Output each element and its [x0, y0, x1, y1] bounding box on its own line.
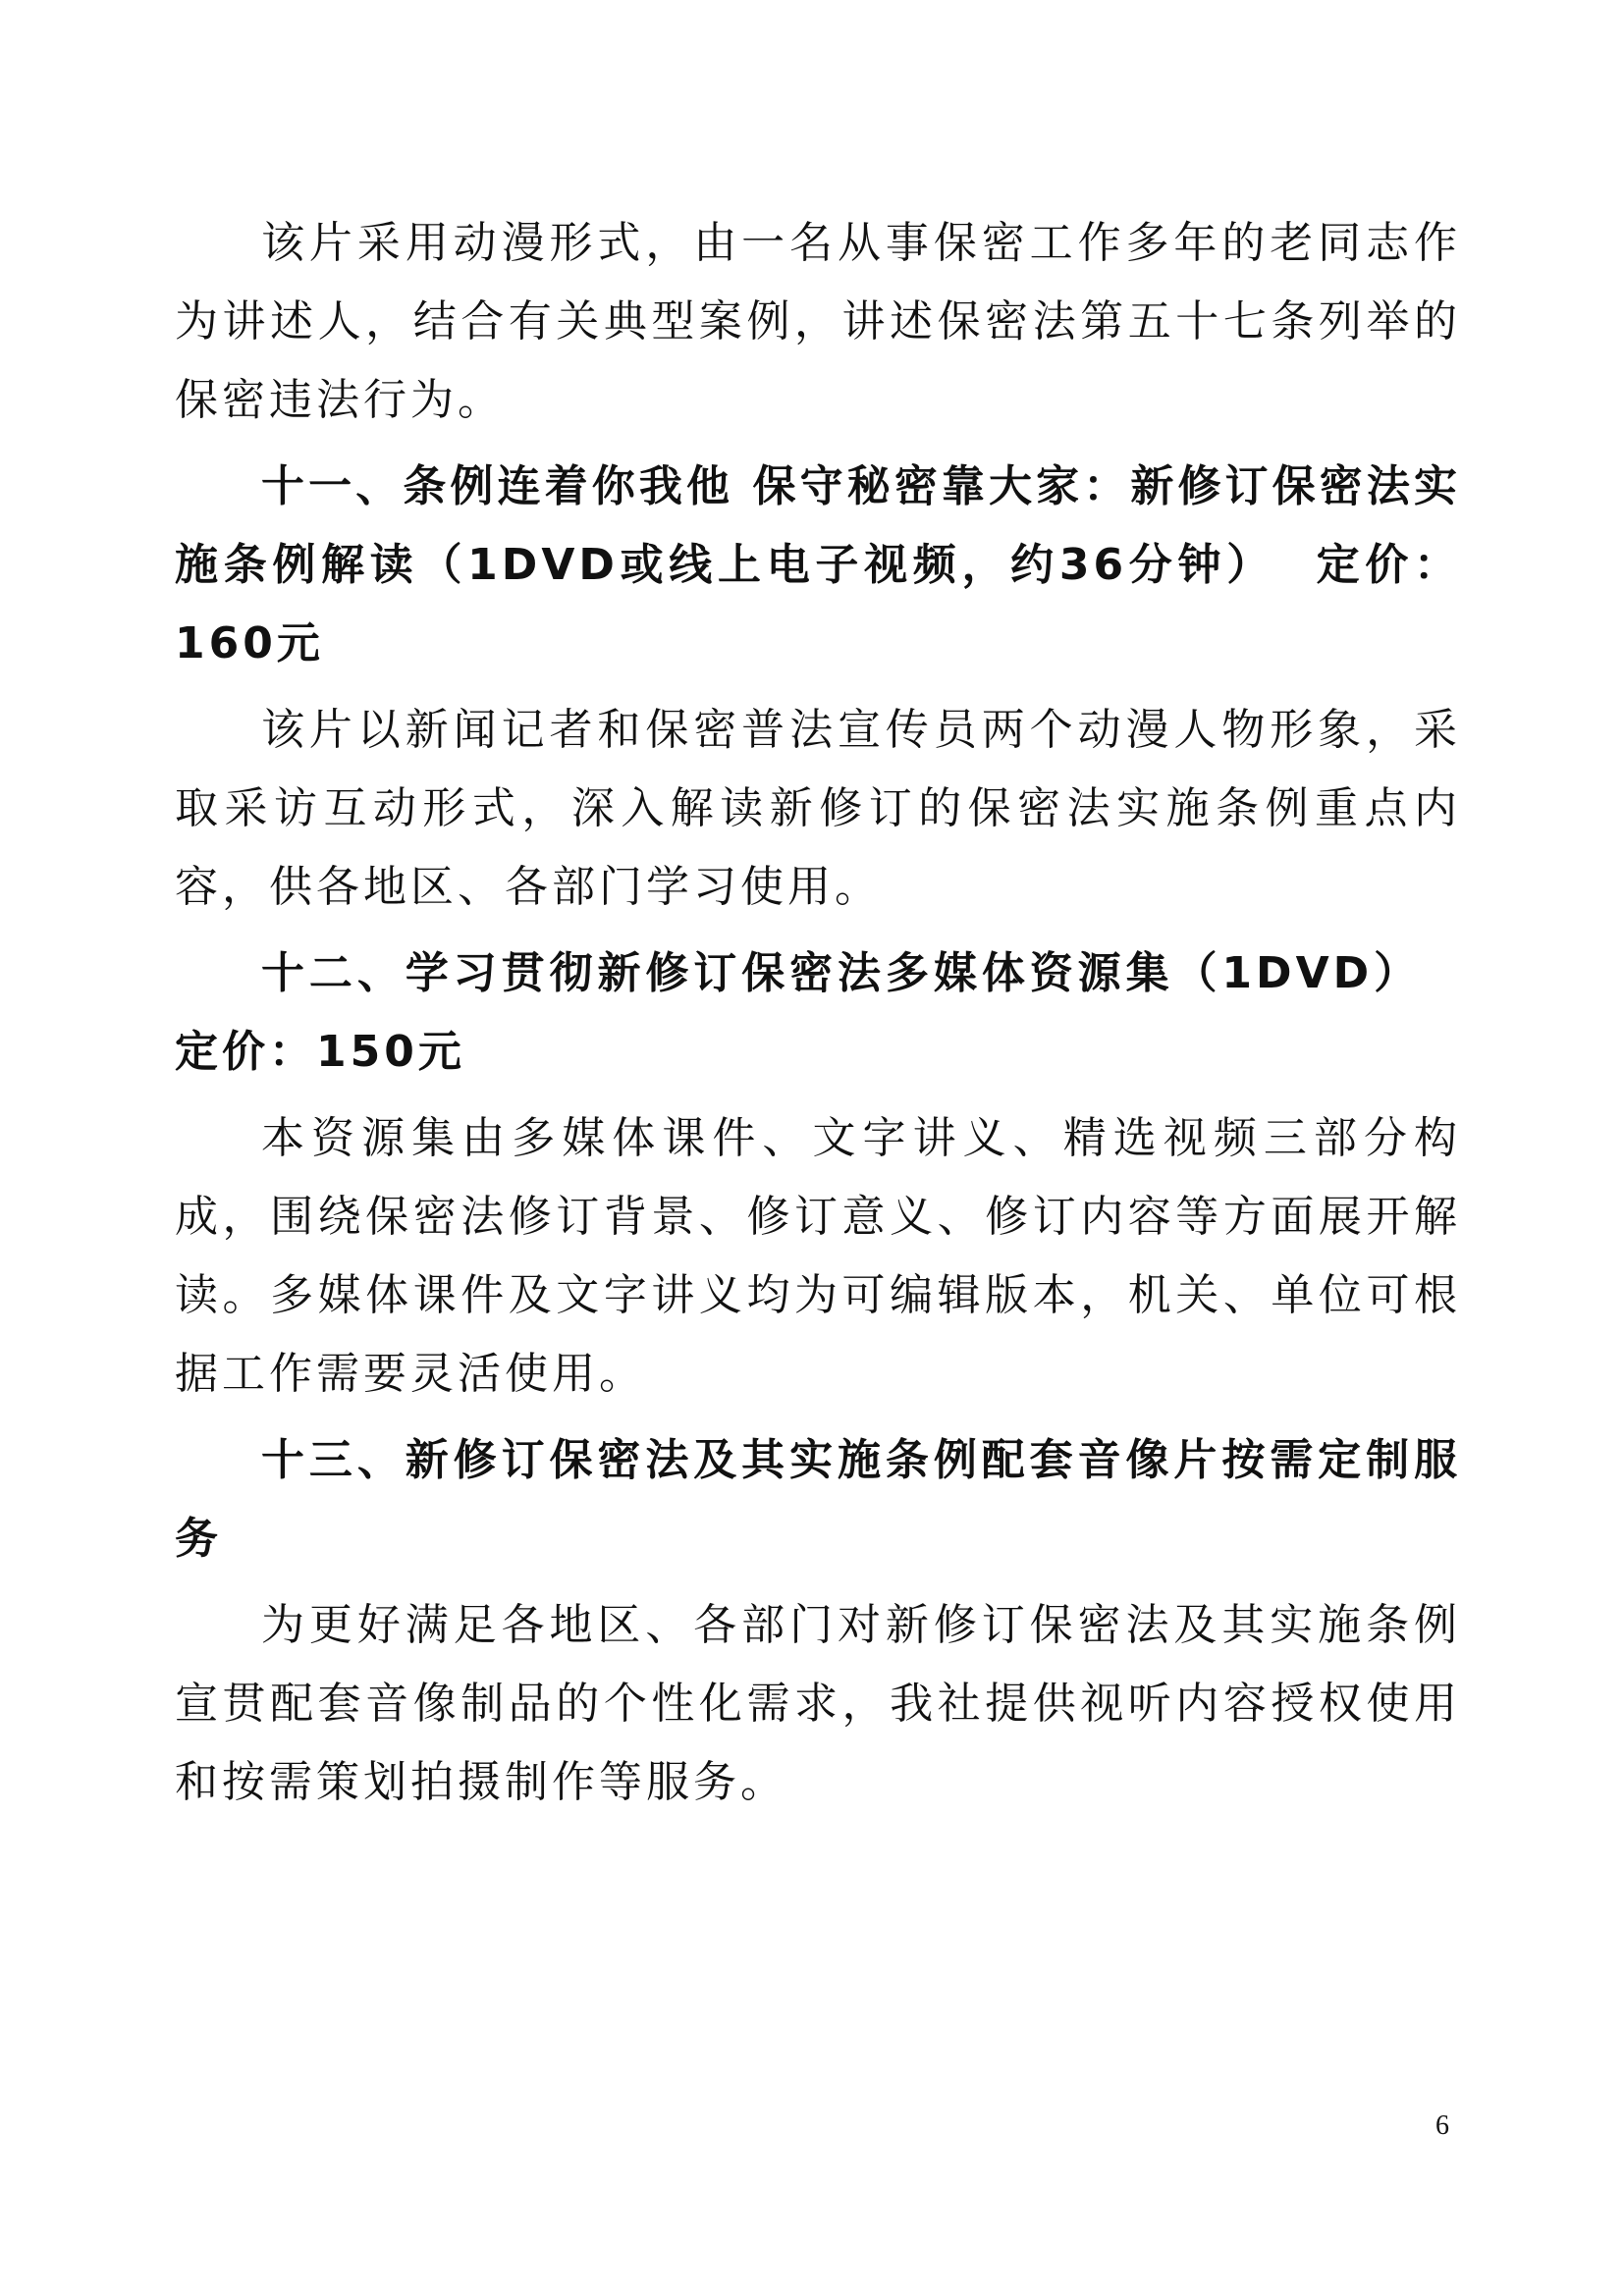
section-11-title: 十一、条例连着你我他 保守秘密靠大家：新修订保密法实施条例解读（1DVD或线上电子视频，约36分钟） — [175, 461, 1461, 590]
section-13-description: 为更好满足各地区、各部门对新修订保密法及其实施条例宣贯配套音像制品的个性化需求，我社提供视听内容授权使用和按需策划拍摄制作等服务。 — [175, 1600, 1461, 1807]
section-12-heading — [175, 934, 1461, 1092]
section-11-heading — [175, 448, 1461, 683]
section-13-title: 十三、新修订保密法及其实施条例配套音像片按需定制服务 — [175, 1435, 1461, 1564]
section-13-heading — [175, 1421, 1461, 1578]
section-12-title: 十二、学习贯彻新修订保密法多媒体资源集（1DVD） — [261, 948, 1422, 998]
section-12-description: 本资源集由多媒体课件、文字讲义、精选视频三部分构成，围绕保密法修订背景、修订意义、修订内容等方面展开解读。多媒体课件及文字讲义均为可编辑版本，机关、单位可根据工作需要灵活使用。 — [175, 1113, 1461, 1399]
section-12-price: 定价：150元 — [175, 1027, 465, 1077]
section-11-description: 该片以新闻记者和保密普法宣传员两个动漫人物形象，采取采访互动形式，深入解读新修订的保密法实施条例重点内容，供各地区、各部门学习使用。 — [175, 705, 1461, 912]
section-11-price: 定价：160元 — [175, 540, 1461, 668]
intro-paragraph: 该片采用动漫形式，由一名从事保密工作多年的老同志作为讲述人，结合有关典型案例，讲述保密法第五十七条列举的保密违法行为。 — [175, 218, 1461, 425]
page-number: 6 — [1435, 2110, 1449, 2141]
document-body — [175, 204, 1461, 1830]
